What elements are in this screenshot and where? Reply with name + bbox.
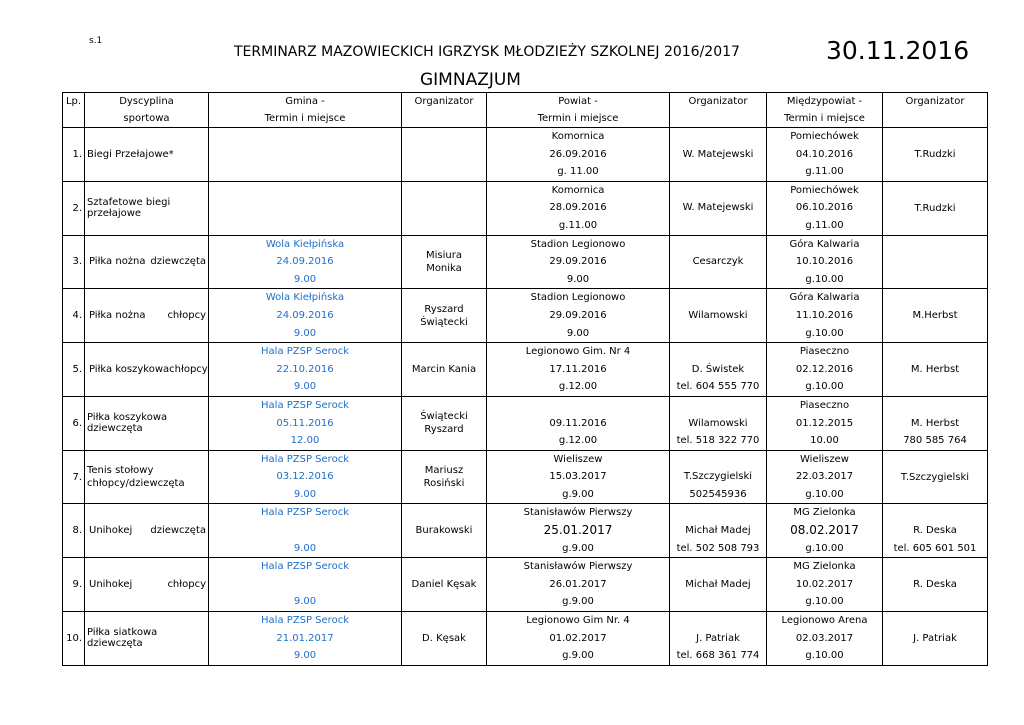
mpowiat-cell: Legionowo Arena 02.03.2017 g.10.00 [767,612,883,666]
mpowiat-cell: Piaseczno 02.12.2016 g.10.00 [767,343,883,397]
discipline-category: chłopcy [169,364,208,376]
page-number: s.1 [89,36,103,46]
powiat-organizer: Wilamowski [670,289,767,343]
powiat-organizer: Cesarczyk [670,235,767,289]
discipline-name: Unihokej [89,579,133,591]
discipline-cell [85,235,209,289]
gmina-cell: Hala PZSP Serock 03.12.2016 9.00 [209,450,402,504]
header-organizer-mpowiat: Organizator [883,93,988,128]
row-number: 4. [63,289,85,343]
mpowiat-cell: Wieliszew 22.03.2017 g.10.00 [767,450,883,504]
header-organizer-powiat: Organizator [670,93,767,128]
header-mpowiat: Międzypowiat - Termin i miejsce [767,93,883,128]
powiat-organizer: Michał Madej [670,558,767,612]
gmina-cell [209,128,402,182]
mpowiat-cell: MG Zielonka 08.02.2017 g.10.00 [767,504,883,558]
row-number: 2. [63,181,85,235]
discipline-name: Biegi Przełajowe* [87,148,174,160]
powiat-organizer: J. Patriak tel. 668 361 774 [670,612,767,666]
table-row [63,504,988,558]
discipline-cell [85,181,209,235]
gmina-organizer: Mariusz Rosiński [402,450,487,504]
mpowiat-cell: Góra Kalwaria 11.10.2016 g.10.00 [767,289,883,343]
discipline-cell [85,450,209,504]
gmina-cell: Hala PZSP Serock 22.10.2016 9.00 [209,343,402,397]
powiat-cell: Stadion Legionowo 29.09.2016 9.00 [487,289,670,343]
gmina-cell: Wola Kiełpińska 24.09.2016 9.00 [209,289,402,343]
header-organizer-gmina: Organizator [402,93,487,128]
mpowiat-cell: Góra Kalwaria 10.10.2016 g.10.00 [767,235,883,289]
mpowiat-organizer: M. Herbst [883,343,988,397]
header-gmina: Gmina - Termin i miejsce [209,93,402,128]
table-header-row [63,93,988,128]
row-number: 1. [63,128,85,182]
discipline-name: Piłka nożna [89,310,146,322]
mpowiat-organizer: T.Szczygielski [883,450,988,504]
mpowiat-organizer: R. Deska tel. 605 601 501 [883,504,988,558]
row-number: 7. [63,450,85,504]
mpowiat-organizer: T.Rudzki [883,128,988,182]
mpowiat-cell: Pomiechówek 06.10.2016 g.11.00 [767,181,883,235]
powiat-organizer: D. Świstek tel. 604 555 770 [670,343,767,397]
powiat-organizer: Wilamowski tel. 518 322 770 [670,396,767,450]
powiat-cell: Legionowo Gim Nr. 4 01.02.2017 g.9.00 [487,612,670,666]
table-row [63,181,988,235]
discipline-cell [85,396,209,450]
header-powiat: Powiat - Termin i miejsce [487,93,670,128]
mpowiat-organizer: T.Rudzki [883,181,988,235]
discipline-name: Piłka koszykowa [89,364,170,376]
discipline-name: Piłka koszykowa dziewczęta [87,412,168,435]
gmina-cell: Hala PZSP Serock 21.01.2017 9.00 [209,612,402,666]
powiat-cell: 09.11.2016 g.12.00 [487,396,670,450]
mpowiat-organizer [883,235,988,289]
powiat-organizer: Michał Madej tel. 502 508 793 [670,504,767,558]
discipline-name: Piłka nożna [89,256,146,268]
row-number: 10. [63,612,85,666]
discipline-cell [85,558,209,612]
powiat-cell: Legionowo Gim. Nr 4 17.11.2016 g.12.00 [487,343,670,397]
gmina-organizer: Ryszard Świątecki [402,289,487,343]
schedule-table [62,92,988,666]
powiat-cell: Komornica 26.09.2016 g. 11.00 [487,128,670,182]
table-row [63,396,988,450]
powiat-cell: Stanisławów Pierwszy 26.01.2017 g.9.00 [487,558,670,612]
gmina-organizer: D. Kęsak [402,612,487,666]
header-lp: Lp. [63,93,85,128]
table-row [63,343,988,397]
discipline-name: Piłka siatkowa dziewczęta [87,627,158,650]
gmina-organizer [402,181,487,235]
gmina-cell: Wola Kiełpińska 24.09.2016 9.00 [209,235,402,289]
discipline-category: chłopcy [167,579,206,591]
table-row [63,128,988,182]
discipline-category: chłopcy [167,310,206,322]
document-title: TERMINARZ MAZOWIECKICH IGRZYSK MŁODZIEŻY SZKOLNEJ 2016/2017 [234,44,740,60]
mpowiat-organizer: M.Herbst [883,289,988,343]
row-number: 8. [63,504,85,558]
powiat-cell: Stadion Legionowo 29.09.2016 9.00 [487,235,670,289]
discipline-name: Unihokej [89,525,133,537]
discipline-cell [85,289,209,343]
mpowiat-cell: MG Zielonka 10.02.2017 g.10.00 [767,558,883,612]
table-row [63,612,988,666]
gmina-organizer: Daniel Kęsak [402,558,487,612]
table-row [63,450,988,504]
document-subtitle: GIMNAZJUM [420,70,521,90]
table-row [63,558,988,612]
mpowiat-cell: Piaseczno 01.12.2015 10.00 [767,396,883,450]
document-date: 30.11.2016 [826,36,970,65]
mpowiat-organizer: M. Herbst 780 585 764 [883,396,988,450]
powiat-cell: Wieliszew 15.03.2017 g.9.00 [487,450,670,504]
gmina-organizer: Burakowski [402,504,487,558]
gmina-organizer: Marcin Kania [402,343,487,397]
powiat-cell: Komornica 28.09.2016 g.11.00 [487,181,670,235]
discipline-cell [85,128,209,182]
discipline-category: dziewczęta [150,256,206,268]
discipline-category: dziewczęta [150,525,206,537]
mpowiat-cell: Pomiechówek 04.10.2016 g.11.00 [767,128,883,182]
mpowiat-organizer: J. Patriak [883,612,988,666]
row-number: 3. [63,235,85,289]
gmina-organizer: Misiura Monika [402,235,487,289]
discipline-name: Tenis stołowy chłopcy/dziewczęta [87,465,185,490]
powiat-organizer: W. Matejewski [670,128,767,182]
discipline-cell [85,612,209,666]
discipline-cell [85,343,209,397]
gmina-organizer: Świątecki Ryszard [402,396,487,450]
powiat-organizer: T.Szczygielski 502545936 [670,450,767,504]
gmina-cell: Hala PZSP Serock 9.00 [209,504,402,558]
discipline-name: Sztafetowe biegi przełajowe [87,197,171,220]
table-row [63,289,988,343]
gmina-cell: Hala PZSP Serock 05.11.2016 12.00 [209,396,402,450]
gmina-organizer [402,128,487,182]
powiat-organizer: W. Matejewski [670,181,767,235]
row-number: 6. [63,396,85,450]
powiat-cell: Stanisławów Pierwszy 25.01.2017 g.9.00 [487,504,670,558]
gmina-cell: Hala PZSP Serock 9.00 [209,558,402,612]
row-number: 9. [63,558,85,612]
gmina-cell [209,181,402,235]
header-discipline: Dyscyplina sportowa [85,93,209,128]
row-number: 5. [63,343,85,397]
table-row [63,235,988,289]
discipline-cell [85,504,209,558]
mpowiat-organizer: R. Deska [883,558,988,612]
